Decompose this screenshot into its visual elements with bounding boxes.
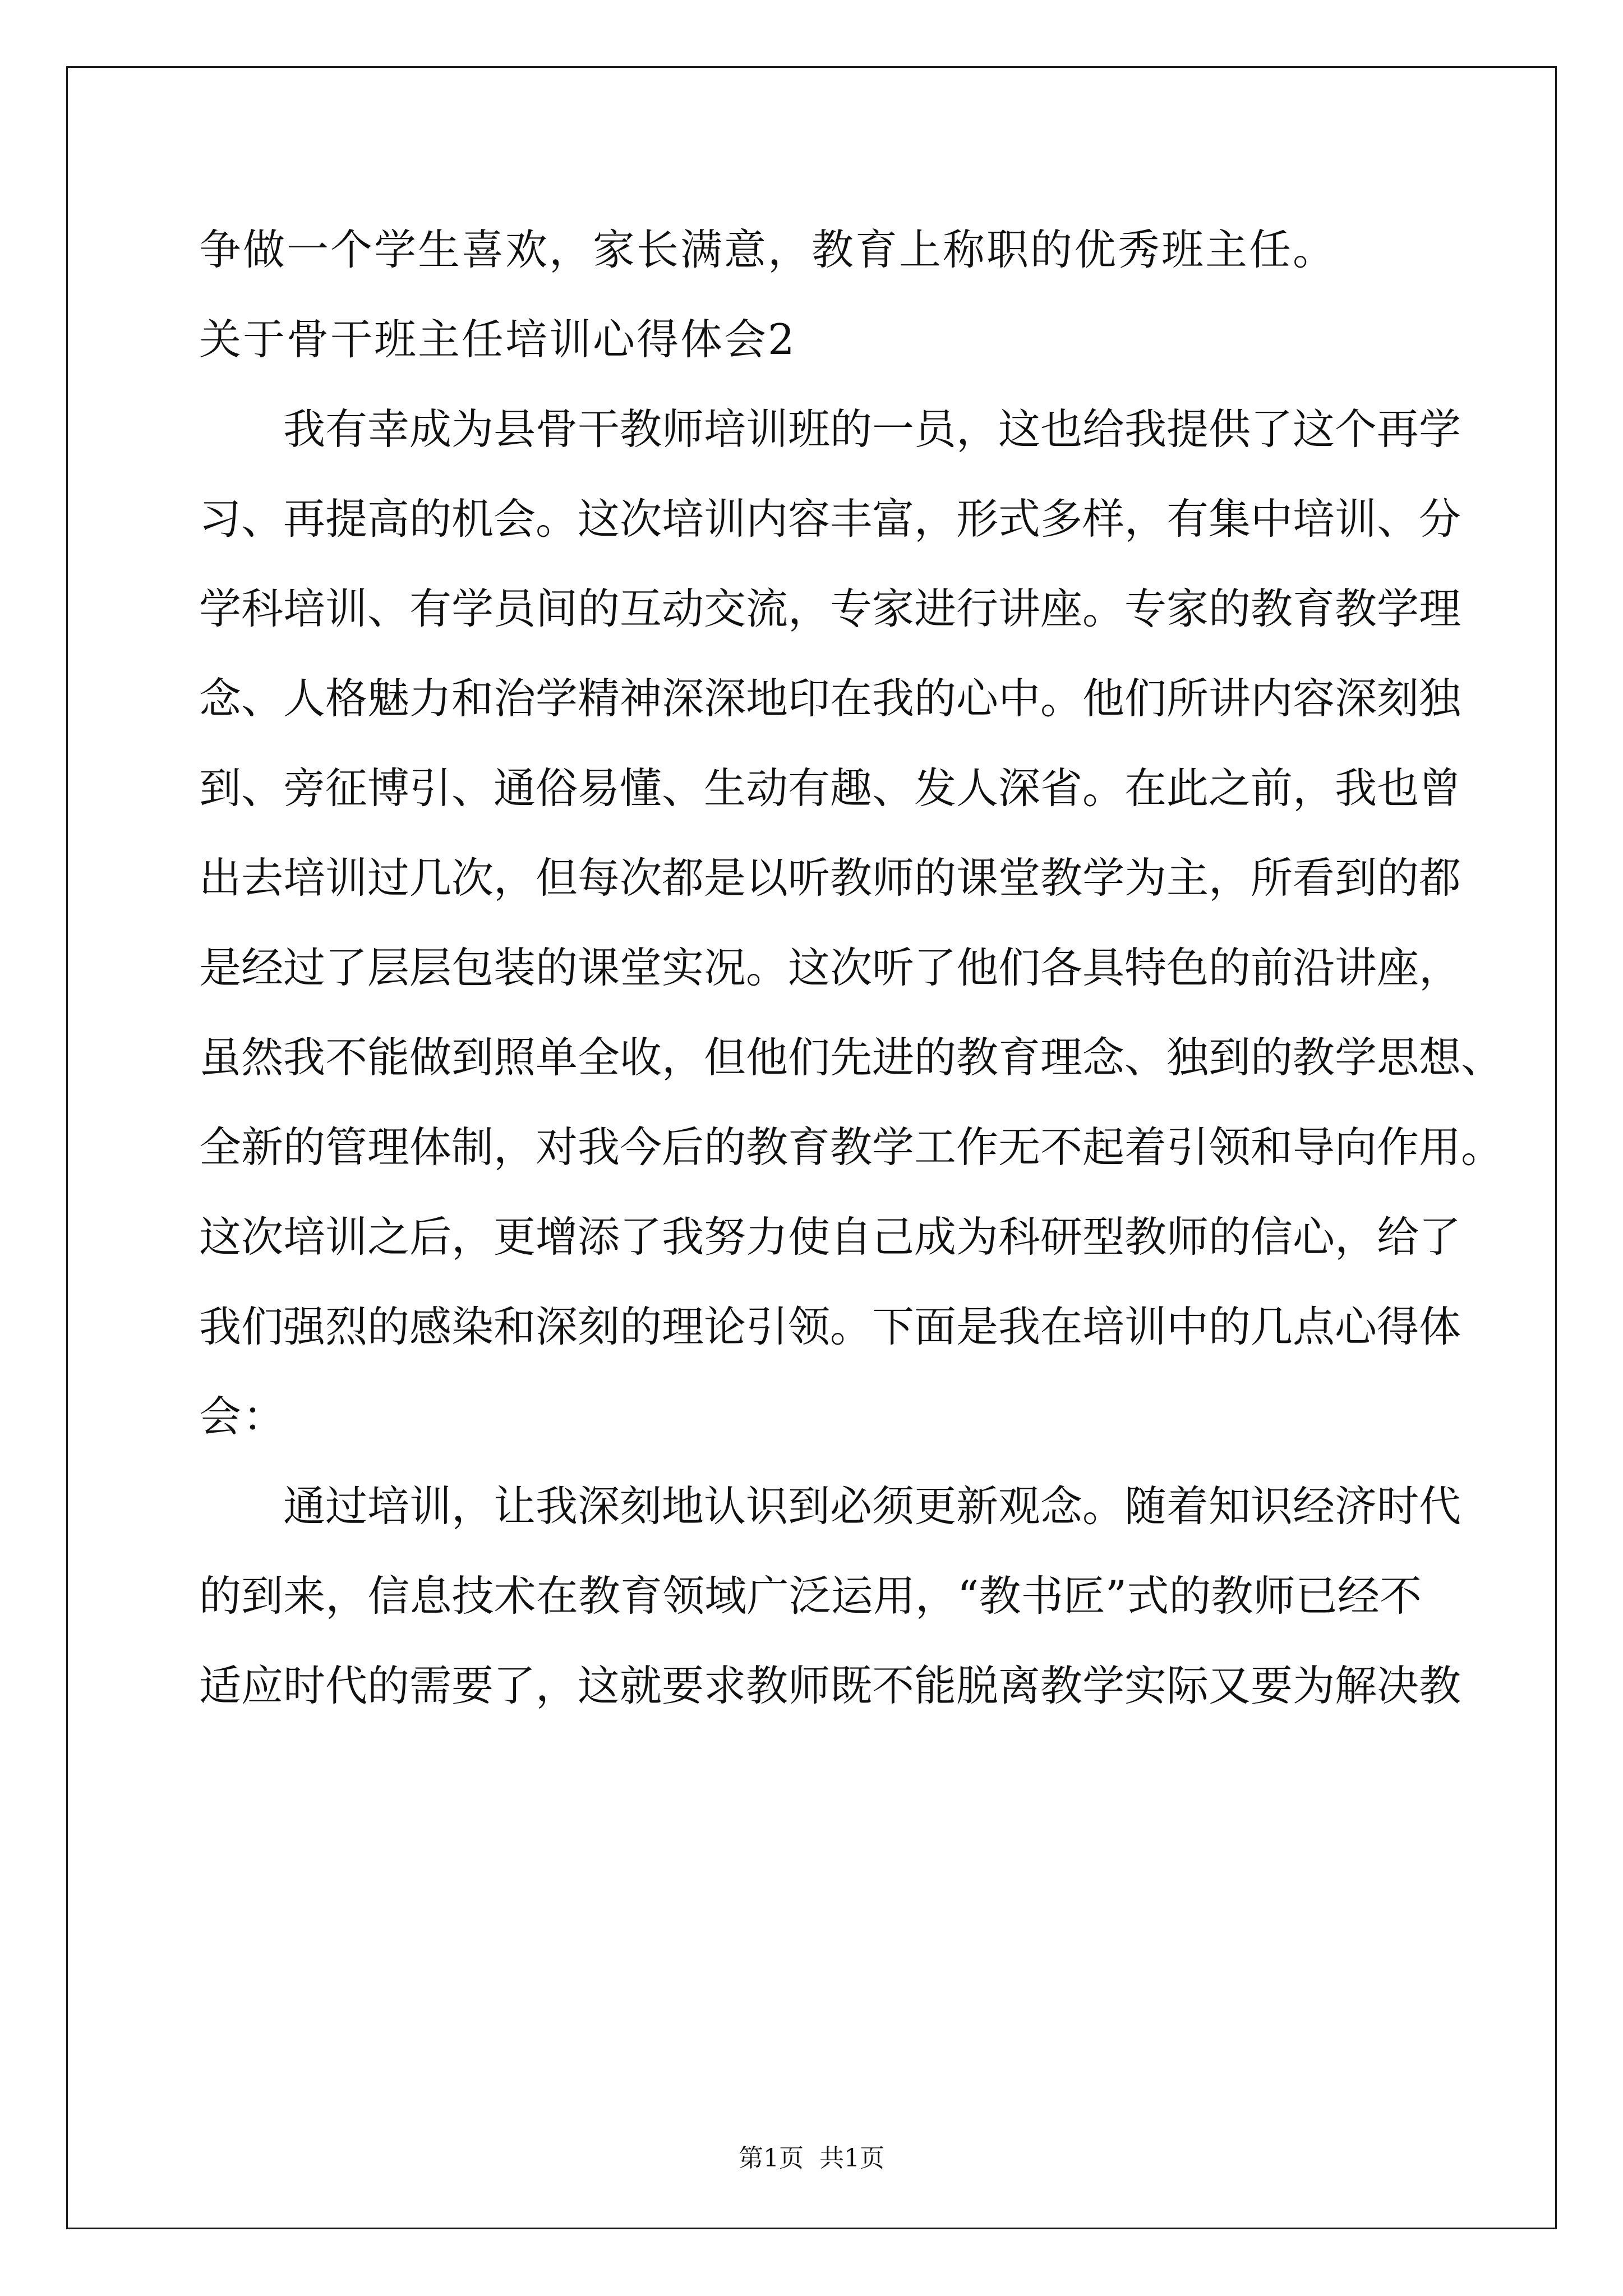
text-line: 出去培训过几次，但每次都是以听教师的课堂教学为主，所看到的都 (199, 853, 1461, 903)
text-line: 全新的管理体制，对我今后的教育教学工作无不起着引领和导向作用。 (199, 1122, 1504, 1172)
section-heading: 关于骨干班主任培训心得体会2 (199, 315, 796, 364)
page-number-total: 共1页 (819, 2144, 884, 2173)
text-line: 念、人格魅力和治学精神深深地印在我的心中。他们所讲内容深刻独 (199, 674, 1461, 723)
text-line: 通过培训，让我深刻地认识到必须更新观念。随着知识经济时代 (199, 1481, 1461, 1531)
text-line: 这次培训之后，更增添了我努力使自己成为科研型教师的信心，给了 (199, 1212, 1461, 1262)
text-line: 是经过了层层包装的课堂实况。这次听了他们各具特色的前沿讲座， (199, 943, 1461, 992)
text-line: 的到来，信息技术在教育领域广泛运用，“教书匠”式的教师已经不 (199, 1571, 1422, 1621)
text-line: 会： (199, 1392, 287, 1441)
text-line: 适应时代的需要了，这就要求教师既不能脱离教学实际又要为解决教 (199, 1661, 1461, 1710)
page-number-current: 第1页 (739, 2144, 804, 2173)
page-footer (0, 2142, 1623, 2175)
text-line: 我有幸成为县骨干教师培训班的一员，这也给我提供了这个再学 (199, 404, 1461, 454)
text-line: 到、旁征博引、通俗易懂、生动有趣、发人深省。在此之前，我也曾 (199, 763, 1461, 813)
text-line: 习、再提高的机会。这次培训内容丰富，形式多样，有集中培训、分 (199, 494, 1461, 544)
text-line: 学科培训、有学员间的互动交流，专家进行讲座。专家的教育教学理 (199, 584, 1461, 633)
text-line: 虽然我不能做到照单全收，但他们先进的教育理念、独到的教学思想、 (199, 1033, 1504, 1082)
text-line: 争做一个学生喜欢，家长满意，教育上称职的优秀班主任。 (199, 225, 1337, 274)
text-line: 我们强烈的感染和深刻的理论引领。下面是我在培训中的几点心得体 (199, 1302, 1461, 1351)
